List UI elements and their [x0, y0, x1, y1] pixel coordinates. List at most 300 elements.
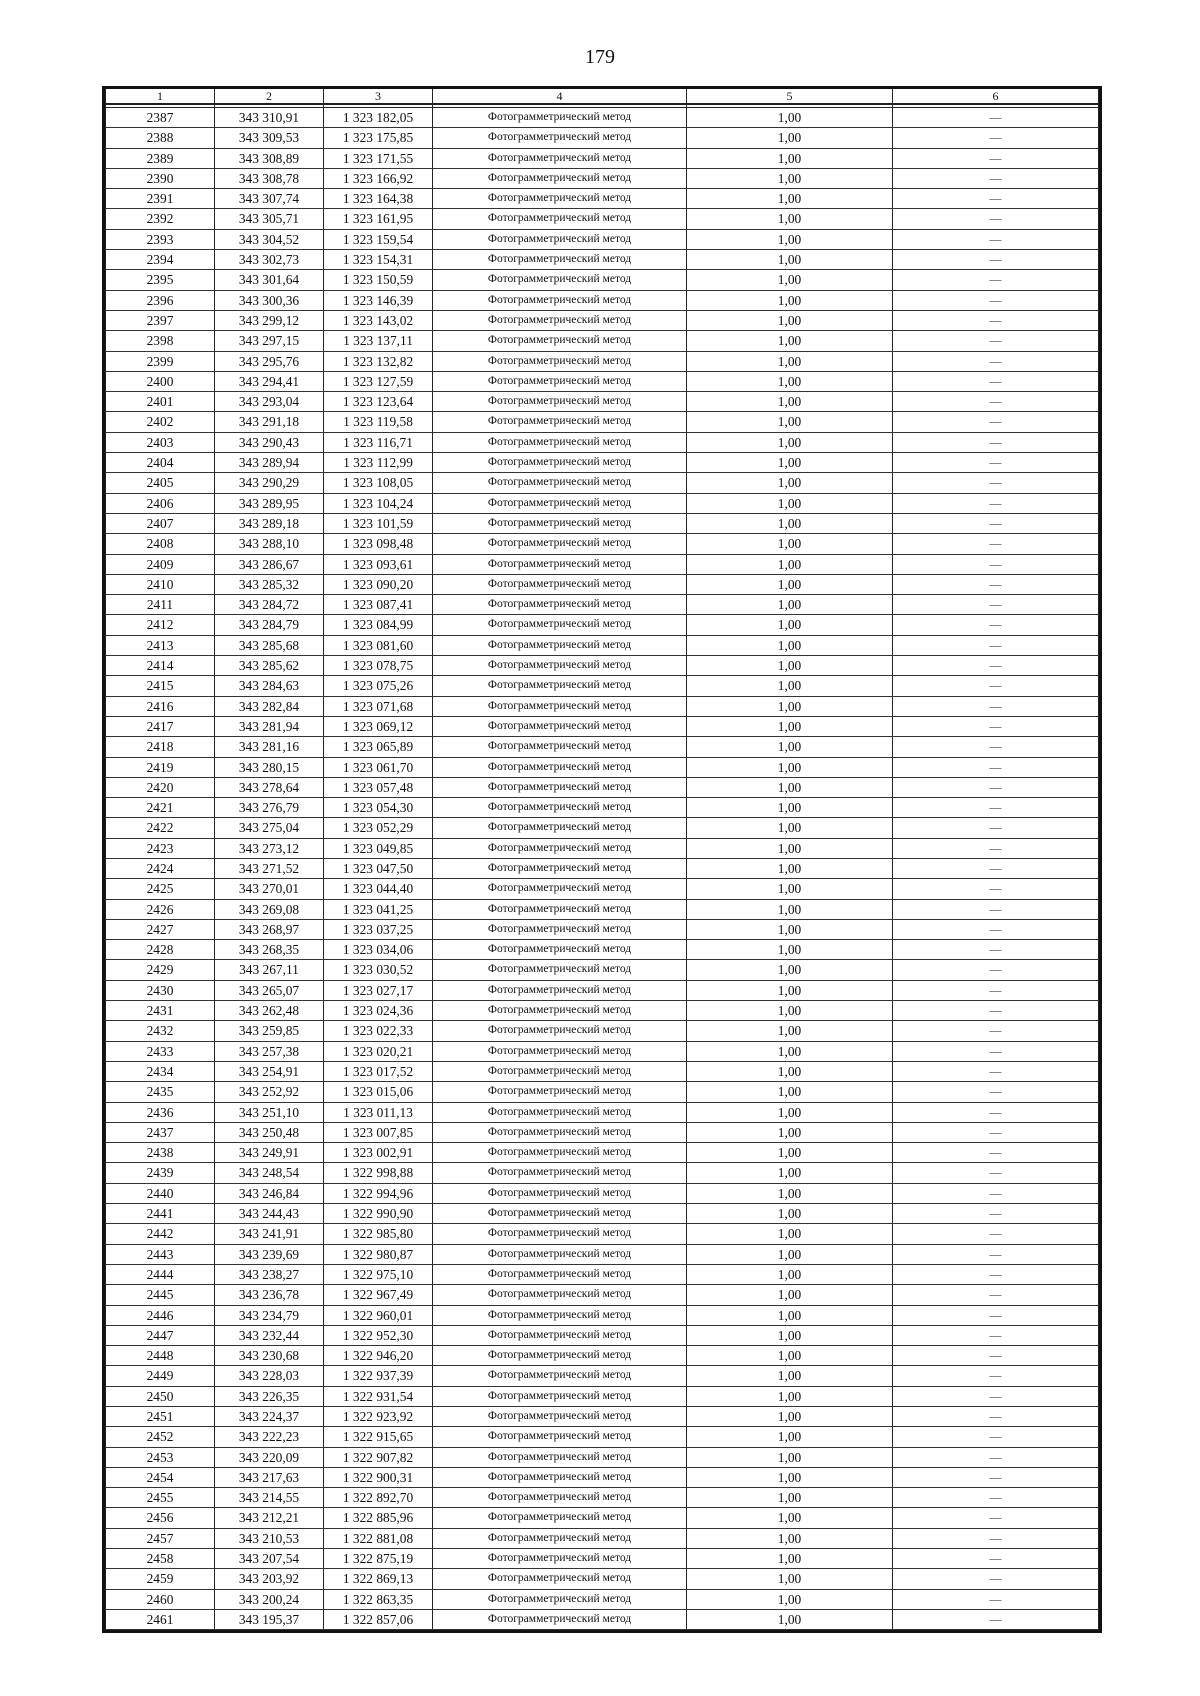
accuracy-cell: 1,00 [687, 1589, 893, 1609]
point-number-cell: 2388 [106, 128, 215, 148]
note-cell: — [893, 1366, 1099, 1386]
point-number-cell: 2433 [106, 1041, 215, 1061]
x-coordinate-cell: 343 275,04 [215, 818, 324, 838]
note-cell: — [893, 229, 1099, 249]
point-number-cell: 2419 [106, 757, 215, 777]
x-coordinate-cell: 343 257,38 [215, 1041, 324, 1061]
accuracy-cell: 1,00 [687, 229, 893, 249]
accuracy-cell: 1,00 [687, 1102, 893, 1122]
accuracy-cell: 1,00 [687, 879, 893, 899]
note-cell: — [893, 493, 1099, 513]
note-cell: — [893, 1224, 1099, 1244]
note-cell: — [893, 453, 1099, 473]
accuracy-cell: 1,00 [687, 1082, 893, 1102]
method-cell: Фотограмметрический метод [433, 1143, 687, 1163]
accuracy-cell: 1,00 [687, 899, 893, 919]
y-coordinate-cell: 1 323 112,99 [324, 453, 433, 473]
method-cell: Фотограмметрический метод [433, 1366, 687, 1386]
x-coordinate-cell: 343 309,53 [215, 128, 324, 148]
method-cell: Фотограмметрический метод [433, 108, 687, 128]
method-cell: Фотограмметрический метод [433, 351, 687, 371]
point-number-cell: 2437 [106, 1122, 215, 1142]
accuracy-cell: 1,00 [687, 1366, 893, 1386]
method-cell: Фотограмметрический метод [433, 1285, 687, 1305]
x-coordinate-cell: 343 302,73 [215, 250, 324, 270]
point-number-cell: 2402 [106, 412, 215, 432]
accuracy-cell: 1,00 [687, 1143, 893, 1163]
note-cell: — [893, 940, 1099, 960]
point-number-cell: 2428 [106, 940, 215, 960]
method-cell: Фотограмметрический метод [433, 574, 687, 594]
method-cell: Фотограмметрический метод [433, 1549, 687, 1569]
note-cell: — [893, 838, 1099, 858]
y-coordinate-cell: 1 323 061,70 [324, 757, 433, 777]
x-coordinate-cell: 343 246,84 [215, 1183, 324, 1203]
note-cell: — [893, 696, 1099, 716]
table-row [106, 1569, 1099, 1589]
x-coordinate-cell: 343 285,62 [215, 656, 324, 676]
y-coordinate-cell: 1 323 075,26 [324, 676, 433, 696]
accuracy-cell: 1,00 [687, 554, 893, 574]
accuracy-cell: 1,00 [687, 453, 893, 473]
accuracy-cell: 1,00 [687, 1061, 893, 1081]
accuracy-cell: 1,00 [687, 919, 893, 939]
table-row [106, 1407, 1099, 1427]
table-row [106, 1447, 1099, 1467]
method-cell: Фотограмметрический метод [433, 737, 687, 757]
header-col-6: 6 [893, 89, 1099, 104]
accuracy-cell: 1,00 [687, 635, 893, 655]
accuracy-cell: 1,00 [687, 371, 893, 391]
method-cell: Фотограмметрический метод [433, 1609, 687, 1629]
note-cell: — [893, 980, 1099, 1000]
note-cell: — [893, 1204, 1099, 1224]
method-cell: Фотограмметрический метод [433, 168, 687, 188]
point-number-cell: 2440 [106, 1183, 215, 1203]
y-coordinate-cell: 1 323 007,85 [324, 1122, 433, 1142]
method-cell: Фотограмметрический метод [433, 656, 687, 676]
note-cell: — [893, 351, 1099, 371]
y-coordinate-cell: 1 322 960,01 [324, 1305, 433, 1325]
note-cell: — [893, 1102, 1099, 1122]
table-row [106, 899, 1099, 919]
table-row [106, 1082, 1099, 1102]
table-row [106, 392, 1099, 412]
method-cell: Фотограмметрический метод [433, 1122, 687, 1142]
table-row [106, 757, 1099, 777]
y-coordinate-cell: 1 322 875,19 [324, 1549, 433, 1569]
method-cell: Фотограмметрический метод [433, 838, 687, 858]
point-number-cell: 2423 [106, 838, 215, 858]
y-coordinate-cell: 1 323 146,39 [324, 290, 433, 310]
y-coordinate-cell: 1 322 980,87 [324, 1244, 433, 1264]
x-coordinate-cell: 343 308,78 [215, 168, 324, 188]
y-coordinate-cell: 1 323 071,68 [324, 696, 433, 716]
x-coordinate-cell: 343 284,72 [215, 595, 324, 615]
x-coordinate-cell: 343 220,09 [215, 1447, 324, 1467]
table-row [106, 290, 1099, 310]
accuracy-cell: 1,00 [687, 513, 893, 533]
x-coordinate-cell: 343 249,91 [215, 1143, 324, 1163]
header-col-2: 2 [215, 89, 324, 104]
table-row [106, 1508, 1099, 1528]
method-cell: Фотограмметрический метод [433, 432, 687, 452]
note-cell: — [893, 960, 1099, 980]
table-row [106, 1467, 1099, 1487]
x-coordinate-cell: 343 265,07 [215, 980, 324, 1000]
method-cell: Фотограмметрический метод [433, 513, 687, 533]
method-cell: Фотограмметрический метод [433, 1204, 687, 1224]
x-coordinate-cell: 343 232,44 [215, 1325, 324, 1345]
method-cell: Фотограмметрический метод [433, 1021, 687, 1041]
point-number-cell: 2420 [106, 777, 215, 797]
note-cell: — [893, 1549, 1099, 1569]
x-coordinate-cell: 343 222,23 [215, 1427, 324, 1447]
table-row [106, 1041, 1099, 1061]
accuracy-cell: 1,00 [687, 310, 893, 330]
point-number-cell: 2395 [106, 270, 215, 290]
y-coordinate-cell: 1 323 002,91 [324, 1143, 433, 1163]
accuracy-cell: 1,00 [687, 1609, 893, 1629]
y-coordinate-cell: 1 323 011,13 [324, 1102, 433, 1122]
point-number-cell: 2431 [106, 1001, 215, 1021]
method-cell: Фотограмметрический метод [433, 1325, 687, 1345]
note-cell: — [893, 1163, 1099, 1183]
note-cell: — [893, 392, 1099, 412]
accuracy-cell: 1,00 [687, 1204, 893, 1224]
x-coordinate-cell: 343 228,03 [215, 1366, 324, 1386]
table-row [106, 1122, 1099, 1142]
note-cell: — [893, 189, 1099, 209]
x-coordinate-cell: 343 289,18 [215, 513, 324, 533]
y-coordinate-cell: 1 322 946,20 [324, 1346, 433, 1366]
note-cell: — [893, 879, 1099, 899]
note-cell: — [893, 1183, 1099, 1203]
accuracy-cell: 1,00 [687, 1549, 893, 1569]
accuracy-cell: 1,00 [687, 716, 893, 736]
x-coordinate-cell: 343 268,97 [215, 919, 324, 939]
method-cell: Фотограмметрический метод [433, 1001, 687, 1021]
note-cell: — [893, 899, 1099, 919]
table-row [106, 108, 1099, 128]
y-coordinate-cell: 1 323 098,48 [324, 534, 433, 554]
point-number-cell: 2460 [106, 1589, 215, 1609]
y-coordinate-cell: 1 323 017,52 [324, 1061, 433, 1081]
method-cell: Фотограмметрический метод [433, 392, 687, 412]
table-row [106, 1163, 1099, 1183]
y-coordinate-cell: 1 323 108,05 [324, 473, 433, 493]
note-cell: — [893, 1609, 1099, 1629]
point-number-cell: 2409 [106, 554, 215, 574]
x-coordinate-cell: 343 271,52 [215, 858, 324, 878]
point-number-cell: 2412 [106, 615, 215, 635]
note-cell: — [893, 412, 1099, 432]
table-row [106, 777, 1099, 797]
point-number-cell: 2449 [106, 1366, 215, 1386]
x-coordinate-cell: 343 285,68 [215, 635, 324, 655]
accuracy-cell: 1,00 [687, 189, 893, 209]
y-coordinate-cell: 1 322 900,31 [324, 1467, 433, 1487]
note-cell: — [893, 1488, 1099, 1508]
accuracy-cell: 1,00 [687, 1244, 893, 1264]
table-row [106, 1183, 1099, 1203]
table-row [106, 1427, 1099, 1447]
accuracy-cell: 1,00 [687, 1264, 893, 1284]
y-coordinate-cell: 1 323 143,02 [324, 310, 433, 330]
y-coordinate-cell: 1 323 182,05 [324, 108, 433, 128]
point-number-cell: 2389 [106, 148, 215, 168]
x-coordinate-cell: 343 299,12 [215, 310, 324, 330]
table-row [106, 574, 1099, 594]
table-row [106, 1021, 1099, 1041]
x-coordinate-cell: 343 308,89 [215, 148, 324, 168]
accuracy-cell: 1,00 [687, 148, 893, 168]
table-row [106, 1285, 1099, 1305]
table-row [106, 1204, 1099, 1224]
table-row [106, 1224, 1099, 1244]
y-coordinate-cell: 1 323 044,40 [324, 879, 433, 899]
y-coordinate-cell: 1 322 998,88 [324, 1163, 433, 1183]
x-coordinate-cell: 343 294,41 [215, 371, 324, 391]
note-cell: — [893, 656, 1099, 676]
point-number-cell: 2398 [106, 331, 215, 351]
point-number-cell: 2454 [106, 1467, 215, 1487]
note-cell: — [893, 1001, 1099, 1021]
y-coordinate-cell: 1 322 923,92 [324, 1407, 433, 1427]
accuracy-cell: 1,00 [687, 1001, 893, 1021]
method-cell: Фотограмметрический метод [433, 716, 687, 736]
point-number-cell: 2446 [106, 1305, 215, 1325]
accuracy-cell: 1,00 [687, 473, 893, 493]
x-coordinate-cell: 343 273,12 [215, 838, 324, 858]
method-cell: Фотограмметрический метод [433, 148, 687, 168]
note-cell: — [893, 473, 1099, 493]
method-cell: Фотограмметрический метод [433, 777, 687, 797]
x-coordinate-cell: 343 259,85 [215, 1021, 324, 1041]
x-coordinate-cell: 343 293,04 [215, 392, 324, 412]
accuracy-cell: 1,00 [687, 1285, 893, 1305]
x-coordinate-cell: 343 300,36 [215, 290, 324, 310]
point-number-cell: 2393 [106, 229, 215, 249]
table-row [106, 189, 1099, 209]
method-cell: Фотограмметрический метод [433, 412, 687, 432]
accuracy-cell: 1,00 [687, 331, 893, 351]
point-number-cell: 2411 [106, 595, 215, 615]
x-coordinate-cell: 343 236,78 [215, 1285, 324, 1305]
method-cell: Фотограмметрический метод [433, 798, 687, 818]
point-number-cell: 2397 [106, 310, 215, 330]
table-row [106, 412, 1099, 432]
note-cell: — [893, 595, 1099, 615]
table-row [106, 128, 1099, 148]
note-cell: — [893, 1508, 1099, 1528]
point-number-cell: 2448 [106, 1346, 215, 1366]
x-coordinate-cell: 343 285,32 [215, 574, 324, 594]
table-row [106, 1386, 1099, 1406]
table-row [106, 209, 1099, 229]
y-coordinate-cell: 1 323 054,30 [324, 798, 433, 818]
x-coordinate-cell: 343 281,16 [215, 737, 324, 757]
method-cell: Фотограмметрический метод [433, 980, 687, 1000]
note-cell: — [893, 250, 1099, 270]
x-coordinate-cell: 343 289,95 [215, 493, 324, 513]
table-row [106, 838, 1099, 858]
x-coordinate-cell: 343 290,29 [215, 473, 324, 493]
method-cell: Фотограмметрический метод [433, 595, 687, 615]
method-cell: Фотограмметрический метод [433, 534, 687, 554]
note-cell: — [893, 1569, 1099, 1589]
method-cell: Фотограмметрический метод [433, 960, 687, 980]
table-row [106, 635, 1099, 655]
x-coordinate-cell: 343 270,01 [215, 879, 324, 899]
table-row [106, 1609, 1099, 1629]
method-cell: Фотограмметрический метод [433, 1041, 687, 1061]
y-coordinate-cell: 1 323 065,89 [324, 737, 433, 757]
y-coordinate-cell: 1 323 164,38 [324, 189, 433, 209]
x-coordinate-cell: 343 286,67 [215, 554, 324, 574]
point-number-cell: 2457 [106, 1528, 215, 1548]
note-cell: — [893, 1264, 1099, 1284]
table-row [106, 615, 1099, 635]
point-number-cell: 2425 [106, 879, 215, 899]
y-coordinate-cell: 1 323 101,59 [324, 513, 433, 533]
y-coordinate-cell: 1 323 034,06 [324, 940, 433, 960]
y-coordinate-cell: 1 322 937,39 [324, 1366, 433, 1386]
point-number-cell: 2418 [106, 737, 215, 757]
x-coordinate-cell: 343 251,10 [215, 1102, 324, 1122]
table-row [106, 513, 1099, 533]
y-coordinate-cell: 1 323 030,52 [324, 960, 433, 980]
table-row [106, 1102, 1099, 1122]
accuracy-cell: 1,00 [687, 940, 893, 960]
table-row [106, 473, 1099, 493]
note-cell: — [893, 1122, 1099, 1142]
method-cell: Фотограмметрический метод [433, 371, 687, 391]
y-coordinate-cell: 1 323 090,20 [324, 574, 433, 594]
table-row [106, 940, 1099, 960]
accuracy-cell: 1,00 [687, 1569, 893, 1589]
table-row [106, 595, 1099, 615]
x-coordinate-cell: 343 234,79 [215, 1305, 324, 1325]
table-row [106, 737, 1099, 757]
x-coordinate-cell: 343 239,69 [215, 1244, 324, 1264]
accuracy-cell: 1,00 [687, 858, 893, 878]
point-number-cell: 2391 [106, 189, 215, 209]
accuracy-cell: 1,00 [687, 1447, 893, 1467]
note-cell: — [893, 209, 1099, 229]
y-coordinate-cell: 1 323 049,85 [324, 838, 433, 858]
table-row [106, 1244, 1099, 1264]
table-row [106, 168, 1099, 188]
accuracy-cell: 1,00 [687, 1346, 893, 1366]
accuracy-cell: 1,00 [687, 757, 893, 777]
point-number-cell: 2461 [106, 1609, 215, 1629]
table-row [106, 1325, 1099, 1345]
y-coordinate-cell: 1 323 037,25 [324, 919, 433, 939]
y-coordinate-cell: 1 323 119,58 [324, 412, 433, 432]
point-number-cell: 2434 [106, 1061, 215, 1081]
table-row [106, 432, 1099, 452]
accuracy-cell: 1,00 [687, 1021, 893, 1041]
table-row [106, 818, 1099, 838]
note-cell: — [893, 1447, 1099, 1467]
method-cell: Фотограмметрический метод [433, 1508, 687, 1528]
accuracy-cell: 1,00 [687, 128, 893, 148]
note-cell: — [893, 1285, 1099, 1305]
y-coordinate-cell: 1 323 015,06 [324, 1082, 433, 1102]
accuracy-cell: 1,00 [687, 412, 893, 432]
accuracy-cell: 1,00 [687, 493, 893, 513]
table-row [106, 148, 1099, 168]
x-coordinate-cell: 343 195,37 [215, 1609, 324, 1629]
note-cell: — [893, 818, 1099, 838]
table-row [106, 250, 1099, 270]
method-cell: Фотограмметрический метод [433, 453, 687, 473]
y-coordinate-cell: 1 322 915,65 [324, 1427, 433, 1447]
y-coordinate-cell: 1 323 041,25 [324, 899, 433, 919]
point-number-cell: 2396 [106, 290, 215, 310]
method-cell: Фотограмметрический метод [433, 899, 687, 919]
note-cell: — [893, 1305, 1099, 1325]
note-cell: — [893, 310, 1099, 330]
accuracy-cell: 1,00 [687, 1427, 893, 1447]
note-cell: — [893, 1021, 1099, 1041]
accuracy-cell: 1,00 [687, 737, 893, 757]
table-row [106, 534, 1099, 554]
x-coordinate-cell: 343 288,10 [215, 534, 324, 554]
method-cell: Фотограмметрический метод [433, 1082, 687, 1102]
y-coordinate-cell: 1 322 869,13 [324, 1569, 433, 1589]
point-number-cell: 2447 [106, 1325, 215, 1345]
header-col-4: 4 [433, 89, 687, 104]
accuracy-cell: 1,00 [687, 168, 893, 188]
header-col-1: 1 [106, 89, 215, 104]
method-cell: Фотограмметрический метод [433, 1305, 687, 1325]
note-cell: — [893, 1061, 1099, 1081]
note-cell: — [893, 1082, 1099, 1102]
accuracy-cell: 1,00 [687, 108, 893, 128]
point-number-cell: 2435 [106, 1082, 215, 1102]
accuracy-cell: 1,00 [687, 818, 893, 838]
table-row [106, 1528, 1099, 1548]
point-number-cell: 2441 [106, 1204, 215, 1224]
x-coordinate-cell: 343 284,79 [215, 615, 324, 635]
method-cell: Фотограмметрический метод [433, 1407, 687, 1427]
y-coordinate-cell: 1 323 078,75 [324, 656, 433, 676]
x-coordinate-cell: 343 241,91 [215, 1224, 324, 1244]
y-coordinate-cell: 1 322 990,90 [324, 1204, 433, 1224]
note-cell: — [893, 1386, 1099, 1406]
method-cell: Фотограмметрический метод [433, 858, 687, 878]
accuracy-cell: 1,00 [687, 1183, 893, 1203]
method-cell: Фотограмметрический метод [433, 128, 687, 148]
method-cell: Фотограмметрический метод [433, 1163, 687, 1183]
point-number-cell: 2429 [106, 960, 215, 980]
x-coordinate-cell: 343 250,48 [215, 1122, 324, 1142]
point-number-cell: 2427 [106, 919, 215, 939]
y-coordinate-cell: 1 322 985,80 [324, 1224, 433, 1244]
accuracy-cell: 1,00 [687, 209, 893, 229]
method-cell: Фотограмметрический метод [433, 1224, 687, 1244]
point-number-cell: 2404 [106, 453, 215, 473]
accuracy-cell: 1,00 [687, 1122, 893, 1142]
method-cell: Фотограмметрический метод [433, 1447, 687, 1467]
y-coordinate-cell: 1 323 171,55 [324, 148, 433, 168]
x-coordinate-cell: 343 282,84 [215, 696, 324, 716]
point-number-cell: 2445 [106, 1285, 215, 1305]
point-number-cell: 2458 [106, 1549, 215, 1569]
y-coordinate-cell: 1 323 024,36 [324, 1001, 433, 1021]
